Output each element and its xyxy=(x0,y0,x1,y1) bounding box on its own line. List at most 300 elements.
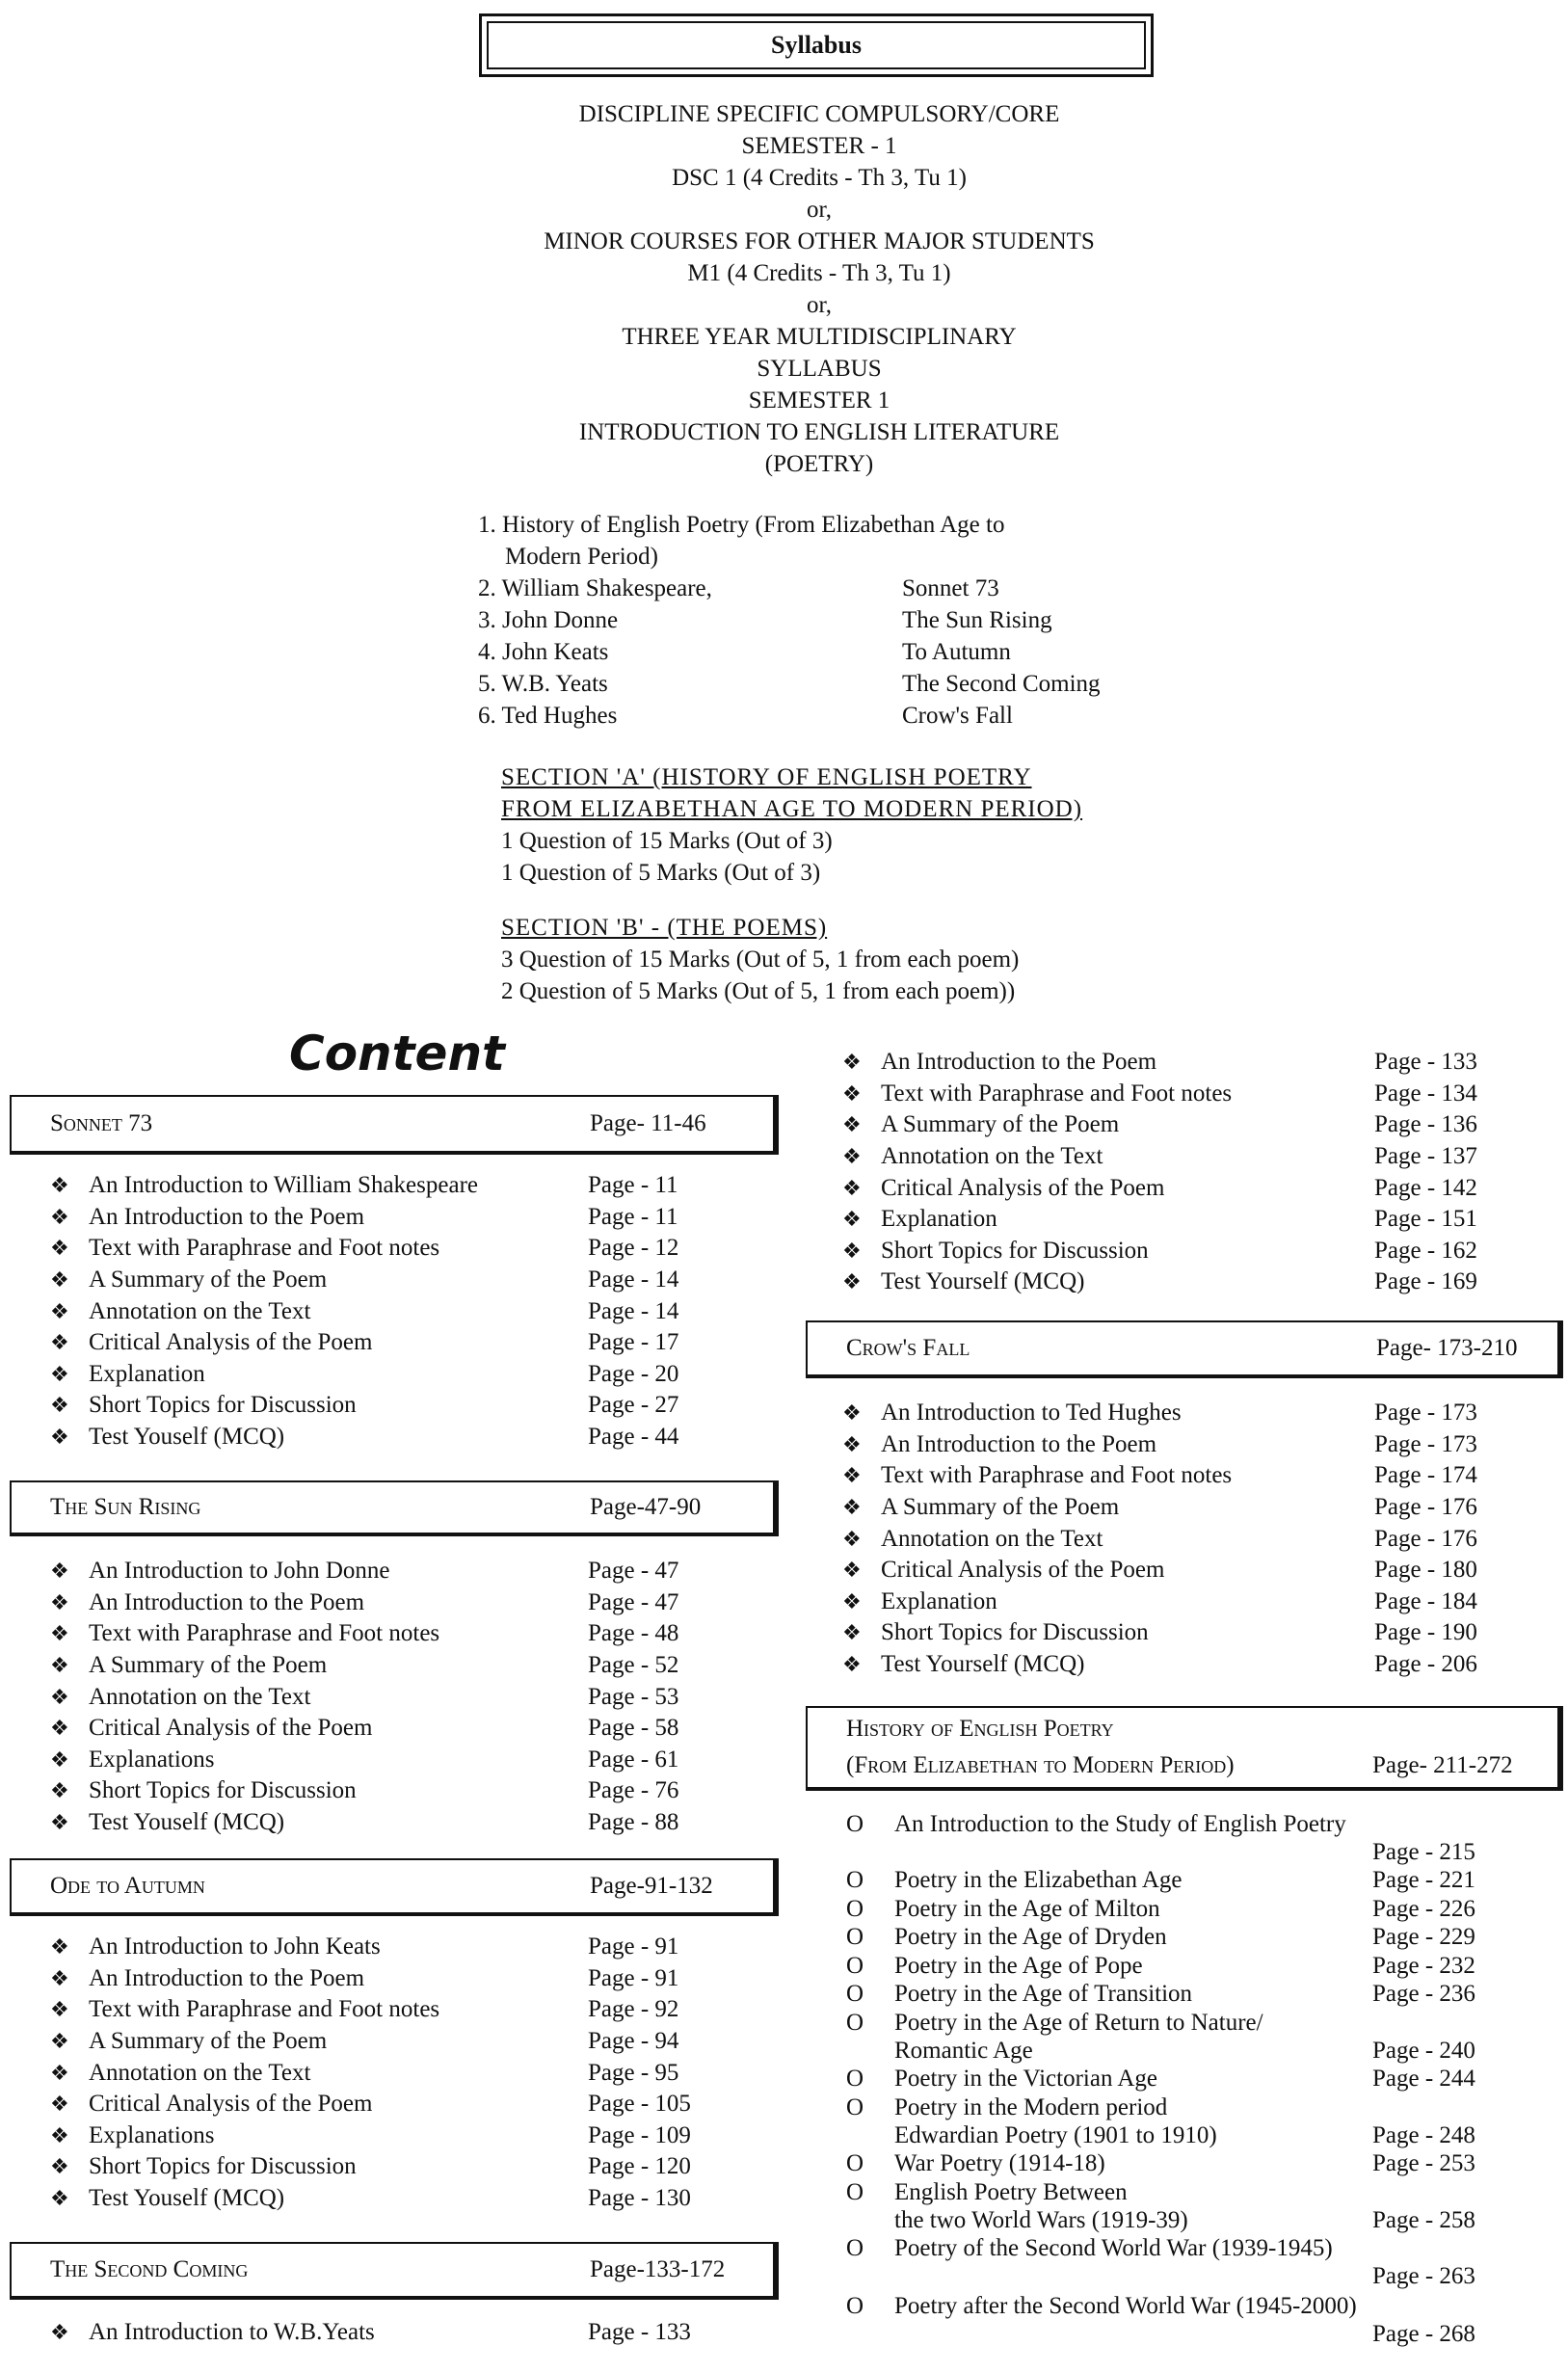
toc-label: Test Youself (MCQ) xyxy=(89,1809,285,1836)
toc-label: An Introduction to the Poem xyxy=(89,1588,365,1615)
ring-icon: O xyxy=(846,2235,864,2261)
toc-page: Page - 176 xyxy=(1374,1494,1477,1521)
toc-label: An Introduction to John Keats xyxy=(89,1933,381,1960)
toc-row xyxy=(842,1172,1555,1204)
toc-page: Page - 151 xyxy=(1374,1206,1477,1233)
section-pages: Page-47-90 xyxy=(590,1494,702,1520)
bullet-icon: ❖ xyxy=(842,1620,862,1645)
ring-icon: O xyxy=(846,1811,864,1837)
ring-icon: O xyxy=(846,1896,864,1922)
toc-page: Page - 47 xyxy=(588,1558,679,1585)
bullet-icon: ❖ xyxy=(842,1526,862,1551)
toc-label: Short Topics for Discussion xyxy=(89,1777,357,1804)
toc-label: Critical Analysis of the Poem xyxy=(89,1329,373,1356)
toc-page: Page - 12 xyxy=(588,1235,679,1262)
bullet-icon: ❖ xyxy=(50,1653,69,1678)
bullet-icon: ❖ xyxy=(50,2060,69,2085)
bullet-icon: ❖ xyxy=(842,1652,862,1677)
topic-poet: 3. John Donne xyxy=(478,607,619,633)
toc-label: Poetry in the Victorian Age xyxy=(894,2066,1157,2092)
toc-label: Poetry in the Modern period xyxy=(894,2094,1168,2120)
bullet-icon: ❖ xyxy=(50,1746,69,1772)
bullet-icon: ❖ xyxy=(842,1112,862,1137)
bullet-icon: ❖ xyxy=(50,1330,69,1355)
bullet-icon: ❖ xyxy=(50,1267,69,1293)
ring-icon: O xyxy=(846,1867,864,1893)
bullet-icon: ❖ xyxy=(50,2154,69,2179)
toc-row xyxy=(50,1265,783,1296)
section-title: Sonnet 73 xyxy=(50,1110,153,1136)
toc-row xyxy=(846,1810,1559,1868)
section-a-title: SECTION 'A' (HISTORY OF ENGLISH POETRY xyxy=(501,764,1032,790)
toc-page: Page - 136 xyxy=(1374,1111,1477,1138)
bullet-icon: ❖ xyxy=(842,1080,862,1106)
header-line: DSC 1 (4 Credits - Th 3, Tu 1) xyxy=(672,165,967,191)
toc-page: Page - 240 xyxy=(1372,2038,1475,2064)
toc-label: Poetry in the Elizabethan Age xyxy=(894,1867,1183,1893)
toc-label: English Poetry Between xyxy=(894,2179,1128,2205)
toc-page: Page - 232 xyxy=(1372,1953,1475,1979)
toc-row xyxy=(50,1963,783,1995)
ring-icon: O xyxy=(846,1953,864,1979)
bullet-icon: ❖ xyxy=(842,1588,862,1613)
toc-page: Page - 14 xyxy=(588,1297,679,1324)
ring-icon: O xyxy=(846,2010,864,2036)
toc-list-ode-autumn xyxy=(50,1932,783,2214)
toc-label: Explanation xyxy=(89,1360,205,1387)
toc-page: Page - 162 xyxy=(1374,1237,1477,1264)
section-box-second-coming xyxy=(10,2242,779,2300)
toc-page: Page - 133 xyxy=(588,2319,691,2346)
bullet-icon: ❖ xyxy=(50,1173,69,1198)
toc-label: Text with Paraphrase and Foot notes xyxy=(881,1080,1233,1107)
toc-row xyxy=(842,1523,1555,1555)
toc-page: Page - 95 xyxy=(588,2059,679,2086)
bullet-icon: ❖ xyxy=(50,1934,69,1960)
toc-row xyxy=(50,1202,783,1234)
toc-page: Page - 134 xyxy=(1374,1080,1477,1107)
topic-poem: Crow's Fall xyxy=(902,703,1013,729)
toc-page: Page - 263 xyxy=(1372,2263,1475,2289)
header-line: (POETRY) xyxy=(764,451,874,477)
topic-row xyxy=(478,668,1210,700)
header-line: SEMESTER 1 xyxy=(748,387,890,413)
bullet-icon: ❖ xyxy=(50,1204,69,1229)
toc-page: Page - 236 xyxy=(1372,1981,1475,2007)
toc-label: An Introduction to W.B.Yeats xyxy=(89,2319,375,2346)
syllabus-box xyxy=(479,13,1154,77)
toc-row xyxy=(50,2057,783,2089)
toc-page: Page - 27 xyxy=(588,1392,679,1419)
toc-page: Page - 61 xyxy=(588,1746,679,1773)
bullet-icon: ❖ xyxy=(50,2122,69,2147)
section-title: Ode to Autumn xyxy=(50,1873,205,1899)
toc-page: Page - 180 xyxy=(1374,1557,1477,1584)
toc-row xyxy=(846,2093,1559,2151)
toc-page: Page - 173 xyxy=(1374,1430,1477,1457)
toc-label: Poetry in the Age of Pope xyxy=(894,1953,1143,1979)
toc-row xyxy=(846,1980,1559,2009)
toc-page: Page - 169 xyxy=(1374,1268,1477,1295)
toc-label: Annotation on the Text xyxy=(89,1683,311,1710)
toc-page: Page - 48 xyxy=(588,1620,679,1647)
section-pages: Page- 173-210 xyxy=(1376,1335,1518,1361)
toc-label: Poetry after the Second World War (1945-2000) xyxy=(894,2293,1357,2319)
toc-page: Page - 17 xyxy=(588,1329,679,1356)
toc-list-history xyxy=(846,1810,1559,2360)
toc-page: Page - 215 xyxy=(1372,1839,1475,1865)
header-line: or, xyxy=(806,292,833,318)
section-title: History of English Poetry xyxy=(846,1716,1114,1742)
toc-label: An Introduction to John Donne xyxy=(89,1558,390,1585)
toc-label: Explanations xyxy=(89,2121,215,2148)
toc-page: Page - 11 xyxy=(588,1172,678,1199)
bullet-icon: ❖ xyxy=(842,1144,862,1169)
bullet-icon: ❖ xyxy=(50,2029,69,2054)
topic-history-cont: Modern Period) xyxy=(505,544,658,570)
toc-label: Text with Paraphrase and Foot notes xyxy=(89,1996,440,2023)
toc-row xyxy=(842,1492,1555,1524)
toc-row xyxy=(50,2317,783,2349)
section-pages: Page-91-132 xyxy=(590,1873,713,1899)
content-title: Content xyxy=(289,1026,505,1081)
toc-row xyxy=(50,1994,783,2026)
topic-poet: 4. John Keats xyxy=(478,639,609,665)
ring-icon: O xyxy=(846,1924,864,1950)
toc-row xyxy=(50,1587,783,1619)
toc-label: Annotation on the Text xyxy=(89,1297,311,1324)
toc-row xyxy=(846,1866,1559,1895)
toc-label: An Introduction to the Poem xyxy=(89,1203,365,1230)
toc-row xyxy=(842,1398,1555,1429)
topic-poem: The Sun Rising xyxy=(902,607,1052,633)
toc-row xyxy=(50,1713,783,1745)
toc-row xyxy=(50,2089,783,2120)
bullet-icon: ❖ xyxy=(50,2320,69,2345)
toc-page: Page - 248 xyxy=(1372,2122,1475,2148)
toc-page: Page - 20 xyxy=(588,1360,679,1387)
toc-list-sonnet73 xyxy=(50,1170,783,1453)
topic-poet: 2. William Shakespeare, xyxy=(478,575,712,601)
bullet-icon: ❖ xyxy=(842,1207,862,1232)
toc-page: Page - 130 xyxy=(588,2185,691,2212)
toc-row xyxy=(842,1141,1555,1173)
toc-row xyxy=(50,1295,783,1327)
toc-page: Page - 91 xyxy=(588,1933,679,1960)
toc-page: Page - 229 xyxy=(1372,1924,1475,1950)
section-pages: Page- 11-46 xyxy=(590,1110,706,1136)
toc-label: Test Youself (MCQ) xyxy=(89,2185,285,2212)
bullet-icon: ❖ xyxy=(50,2092,69,2117)
section-a-question: 1 Question of 15 Marks (Out of 3) xyxy=(501,828,833,854)
toc-page: Page - 44 xyxy=(588,1424,679,1451)
toc-row xyxy=(846,2234,1559,2292)
bullet-icon: ❖ xyxy=(842,1175,862,1200)
toc-label: Explanation xyxy=(881,1587,997,1614)
toc-row xyxy=(50,1745,783,1776)
toc-row xyxy=(842,1109,1555,1141)
bullet-icon: ❖ xyxy=(50,1236,69,1261)
toc-label: An Introduction to the Study of English Poetry xyxy=(894,1811,1346,1837)
toc-page: Page - 52 xyxy=(588,1652,679,1679)
toc-row xyxy=(50,2120,783,2152)
toc-page: Page - 11 xyxy=(588,1203,678,1230)
bullet-icon: ❖ xyxy=(842,1050,862,1075)
exam-sections xyxy=(501,761,1234,1007)
bullet-icon: ❖ xyxy=(50,1361,69,1386)
toc-row xyxy=(50,1327,783,1359)
section-b-question: 2 Question of 5 Marks (Out of 5, 1 from each poem)) xyxy=(501,978,1016,1004)
toc-row xyxy=(50,1932,783,1963)
toc-page: Page - 173 xyxy=(1374,1400,1477,1426)
toc-row xyxy=(50,1807,783,1839)
toc-row xyxy=(50,1775,783,1807)
toc-page: Page - 244 xyxy=(1372,2066,1475,2092)
toc-label: Annotation on the Text xyxy=(881,1525,1103,1552)
toc-label: Text with Paraphrase and Foot notes xyxy=(89,1620,440,1647)
bullet-icon: ❖ xyxy=(50,1684,69,1709)
toc-label: Test Yourself (MCQ) xyxy=(881,1651,1085,1678)
toc-label: An Introduction to Ted Hughes xyxy=(881,1400,1182,1426)
toc-label: A Summary of the Poem xyxy=(89,1266,328,1293)
topic-row xyxy=(478,573,1210,604)
header-line: INTRODUCTION TO ENGLISH LITERATURE xyxy=(578,419,1060,445)
toc-label: A Summary of the Poem xyxy=(881,1494,1120,1521)
toc-label: Annotation on the Text xyxy=(881,1143,1103,1170)
topic-poem: The Second Coming xyxy=(902,671,1101,697)
section-box-ode-autumn xyxy=(10,1858,779,1916)
toc-row xyxy=(842,1266,1555,1298)
toc-row xyxy=(50,1556,783,1587)
toc-label: Poetry in the Age of Milton xyxy=(894,1896,1160,1922)
toc-row xyxy=(50,1233,783,1265)
toc-label: Poetry in the Age of Return to Nature/ xyxy=(894,2010,1263,2036)
bullet-icon: ❖ xyxy=(842,1431,862,1456)
toc-row xyxy=(842,1617,1555,1649)
toc-label-cont: Edwardian Poetry (1901 to 1910) xyxy=(894,2122,1217,2148)
toc-label: Poetry in the Age of Dryden xyxy=(894,1924,1167,1950)
toc-row xyxy=(842,1236,1555,1267)
header-line: SYLLABUS xyxy=(757,356,882,382)
header-line: SEMESTER - 1 xyxy=(741,133,897,159)
toc-page: Page - 221 xyxy=(1372,1867,1475,1893)
toc-row xyxy=(50,2151,783,2183)
section-a-question: 1 Question of 5 Marks (Out of 3) xyxy=(501,860,821,886)
toc-page: Page - 76 xyxy=(588,1777,679,1804)
toc-label-cont: the two World Wars (1919-39) xyxy=(894,2207,1188,2233)
bullet-icon: ❖ xyxy=(842,1269,862,1294)
toc-row xyxy=(846,2009,1559,2066)
course-header xyxy=(414,98,1224,480)
section-b-question: 3 Question of 15 Marks (Out of 5, 1 from each poem) xyxy=(501,947,1020,973)
bullet-icon: ❖ xyxy=(50,1810,69,1835)
toc-row xyxy=(842,1079,1555,1110)
ring-icon: O xyxy=(846,2179,864,2205)
toc-page: Page - 226 xyxy=(1372,1896,1475,1922)
toc-row xyxy=(842,1586,1555,1618)
toc-page: Page - 253 xyxy=(1372,2150,1475,2176)
toc-list-sun-rising xyxy=(50,1556,783,1838)
section-box-sun-rising xyxy=(10,1480,779,1536)
topic-poet: 6. Ted Hughes xyxy=(478,703,618,729)
toc-row xyxy=(50,1650,783,1682)
toc-label: Annotation on the Text xyxy=(89,2059,311,2086)
toc-label: A Summary of the Poem xyxy=(89,2028,328,2055)
bullet-icon: ❖ xyxy=(50,1559,69,1584)
toc-label: Text with Paraphrase and Foot notes xyxy=(881,1462,1233,1489)
toc-label: Critical Analysis of the Poem xyxy=(881,1174,1165,1201)
ring-icon: O xyxy=(846,2293,864,2319)
section-a-title-cont: FROM ELIZABETHAN AGE TO MODERN PERIOD) xyxy=(501,796,1083,822)
toc-row xyxy=(842,1649,1555,1681)
toc-row xyxy=(50,2026,783,2058)
toc-row xyxy=(846,1895,1559,1924)
toc-page: Page - 53 xyxy=(588,1683,679,1710)
toc-page: Page - 92 xyxy=(588,1996,679,2023)
topic-poet: 5. W.B. Yeats xyxy=(478,671,608,697)
topic-row xyxy=(478,636,1210,668)
toc-page: Page - 206 xyxy=(1374,1651,1477,1678)
toc-label: Critical Analysis of the Poem xyxy=(89,1715,373,1742)
topic-row xyxy=(478,700,1210,732)
toc-label: Poetry of the Second World War (1939-1945) xyxy=(894,2235,1333,2261)
section-title-cont: (From Elizabethan to Modern Period) xyxy=(846,1752,1235,1778)
bullet-icon: ❖ xyxy=(50,1778,69,1803)
bullet-icon: ❖ xyxy=(842,1238,862,1263)
toc-row xyxy=(842,1429,1555,1461)
toc-page: Page - 14 xyxy=(588,1266,679,1293)
toc-page: Page - 258 xyxy=(1372,2207,1475,2233)
toc-label: Critical Analysis of the Poem xyxy=(881,1557,1165,1584)
section-title: The Second Coming xyxy=(50,2256,249,2282)
section-title: The Sun Rising xyxy=(50,1494,201,1520)
toc-page: Page - 47 xyxy=(588,1588,679,1615)
toc-row xyxy=(50,1170,783,1202)
toc-label: A Summary of the Poem xyxy=(89,1652,328,1679)
header-line: M1 (4 Credits - Th 3, Tu 1) xyxy=(687,260,951,286)
toc-label: Poetry in the Age of Transition xyxy=(894,1981,1193,2007)
toc-page: Page - 137 xyxy=(1374,1143,1477,1170)
toc-list-second-coming-cont xyxy=(842,1047,1555,1298)
bullet-icon: ❖ xyxy=(50,1393,69,1418)
topic-poem: Sonnet 73 xyxy=(902,575,999,601)
bullet-icon: ❖ xyxy=(50,1997,69,2022)
toc-page: Page - 190 xyxy=(1374,1619,1477,1646)
bullet-icon: ❖ xyxy=(50,1621,69,1646)
toc-page: Page - 120 xyxy=(588,2153,691,2180)
syllabus-title: Syllabus xyxy=(487,21,1146,69)
section-pages: Page-133-172 xyxy=(590,2256,726,2282)
topic-list xyxy=(478,509,1210,732)
toc-label: An Introduction to the Poem xyxy=(881,1049,1157,1076)
toc-label: Test Yourself (MCQ) xyxy=(881,1268,1085,1295)
toc-row xyxy=(50,1359,783,1391)
bullet-icon: ❖ xyxy=(50,2186,69,2211)
toc-page: Page - 268 xyxy=(1372,2321,1475,2347)
toc-row xyxy=(50,1390,783,1422)
toc-row xyxy=(842,1204,1555,1236)
bullet-icon: ❖ xyxy=(50,1589,69,1614)
topic-history: 1. History of English Poetry (From Elizabethan Age to xyxy=(478,512,1005,538)
bullet-icon: ❖ xyxy=(842,1463,862,1488)
toc-label-cont: Romantic Age xyxy=(894,2038,1033,2064)
toc-label: An Introduction to the Poem xyxy=(881,1430,1157,1457)
bullet-icon: ❖ xyxy=(842,1495,862,1520)
ring-icon: O xyxy=(846,2094,864,2120)
toc-row xyxy=(842,1460,1555,1492)
toc-label: Text with Paraphrase and Foot notes xyxy=(89,1235,440,1262)
toc-page: Page - 184 xyxy=(1374,1587,1477,1614)
toc-page: Page - 133 xyxy=(1374,1049,1477,1076)
toc-page: Page - 91 xyxy=(588,1964,679,1991)
toc-row xyxy=(50,1681,783,1713)
toc-row xyxy=(846,2178,1559,2236)
toc-row xyxy=(50,1422,783,1453)
toc-label: Short Topics for Discussion xyxy=(89,2153,357,2180)
bullet-icon: ❖ xyxy=(50,1425,69,1450)
ring-icon: O xyxy=(846,1981,864,2007)
toc-list-crows-fall xyxy=(842,1398,1555,1680)
header-line: MINOR COURSES FOR OTHER MAJOR STUDENTS xyxy=(544,228,1095,254)
toc-row xyxy=(842,1555,1555,1586)
toc-page: Page - 58 xyxy=(588,1715,679,1742)
header-line: THREE YEAR MULTIDISCIPLINARY xyxy=(622,324,1017,350)
toc-page: Page - 88 xyxy=(588,1809,679,1836)
toc-page: Page - 176 xyxy=(1374,1525,1477,1552)
toc-row xyxy=(50,1618,783,1650)
toc-row xyxy=(842,1047,1555,1079)
bullet-icon: ❖ xyxy=(50,1965,69,1990)
toc-page: Page - 94 xyxy=(588,2028,679,2055)
toc-row xyxy=(50,2183,783,2215)
toc-label: Test Youself (MCQ) xyxy=(89,1424,285,1451)
header-line: or, xyxy=(806,197,833,223)
toc-label: Critical Analysis of the Poem xyxy=(89,2091,373,2118)
bullet-icon: ❖ xyxy=(50,1298,69,1323)
ring-icon: O xyxy=(846,2150,864,2176)
toc-page: Page - 105 xyxy=(588,2091,691,2118)
section-title: Crow's Fall xyxy=(846,1335,970,1361)
toc-label: An Introduction to the Poem xyxy=(89,1964,365,1991)
toc-row xyxy=(846,1923,1559,1952)
header-line: DISCIPLINE SPECIFIC COMPULSORY/CORE xyxy=(578,101,1060,127)
section-box-sonnet73 xyxy=(10,1095,779,1155)
topic-row xyxy=(478,604,1210,636)
toc-list-second-coming xyxy=(50,2317,783,2349)
bullet-icon: ❖ xyxy=(50,1716,69,1741)
bullet-icon: ❖ xyxy=(842,1558,862,1583)
toc-page: Page - 174 xyxy=(1374,1462,1477,1489)
section-b-title: SECTION 'B' - (THE POEMS) xyxy=(501,915,828,941)
toc-page: Page - 109 xyxy=(588,2121,691,2148)
toc-label: An Introduction to William Shakespeare xyxy=(89,1172,478,1199)
toc-row xyxy=(846,2065,1559,2093)
section-box-history xyxy=(806,1706,1563,1791)
section-pages: Page- 211-272 xyxy=(1372,1752,1513,1778)
ring-icon: O xyxy=(846,2066,864,2092)
toc-label: Explanation xyxy=(881,1206,997,1233)
section-box-crows-fall xyxy=(806,1320,1563,1378)
toc-row xyxy=(846,2292,1559,2350)
toc-label: Short Topics for Discussion xyxy=(881,1619,1149,1646)
toc-row xyxy=(846,2149,1559,2178)
toc-label: A Summary of the Poem xyxy=(881,1111,1120,1138)
bullet-icon: ❖ xyxy=(842,1400,862,1426)
toc-page: Page - 142 xyxy=(1374,1174,1477,1201)
toc-label: Explanations xyxy=(89,1746,215,1773)
toc-row xyxy=(846,1952,1559,1981)
toc-label: War Poetry (1914-18) xyxy=(894,2150,1105,2176)
